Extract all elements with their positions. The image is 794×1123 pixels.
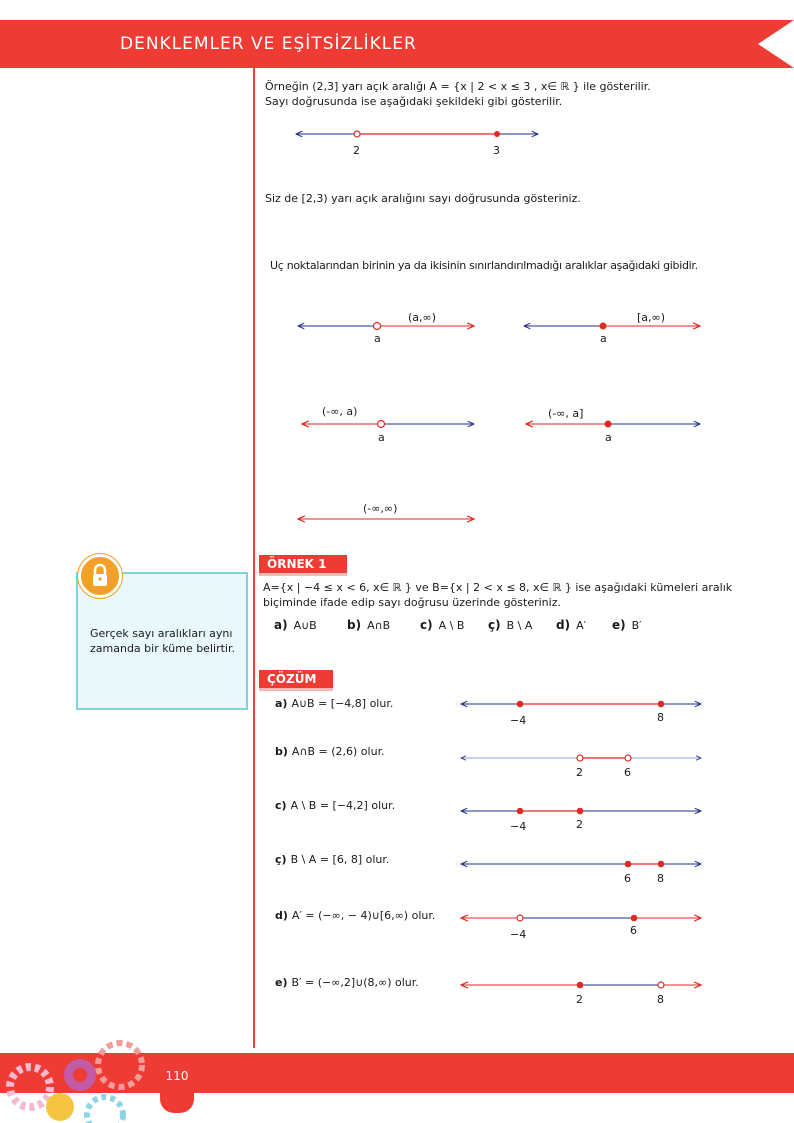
closed-point (577, 808, 584, 815)
closed-point (631, 915, 638, 922)
solution-line-d (461, 915, 701, 941)
closed-point (605, 421, 612, 428)
point-label: a (605, 431, 612, 444)
point-label: 3 (493, 144, 500, 157)
point-label: 2 (576, 993, 583, 1006)
closed-point (577, 982, 584, 989)
info-note-text: Gerçek sayı aralıkları aynı zamanda bir küme belirtir. (90, 627, 235, 655)
option-c: c) A \ B (420, 618, 465, 632)
closed-point (517, 808, 524, 815)
unbounded-line-all-reals (298, 502, 474, 519)
solution-line-b (461, 755, 701, 779)
closed-point (658, 701, 665, 708)
gear-decoration-icon (0, 1035, 160, 1123)
solution-a: a) A∪B = [−4,8] olur. (275, 697, 394, 710)
option-c-cedilla: ç) B \ A (488, 618, 533, 632)
point-label: a (600, 332, 607, 345)
chapter-title: DENKLEMLER VE EŞİTSİZLİKLER (120, 34, 417, 54)
closed-point (625, 861, 632, 868)
point-label: 2 (576, 766, 583, 779)
unbounded-intro: Uç noktalarından birinin ya da ikisinin sınırlandırılmadığı aralıklar aşağıdaki gibidir. (270, 259, 698, 272)
task-text: Siz de [2,3) yarı açık aralığını sayı doğrusunda gösteriniz. (265, 192, 581, 205)
interval-label: (-∞, a] (548, 407, 584, 420)
open-point (517, 915, 523, 921)
unbounded-line-open-right (298, 311, 474, 345)
open-point (374, 323, 381, 330)
intro-line-1: Örneğin (2,3] yarı açık aralığı A = {x | 2 < x ≤ 3 , x∈ ℝ } ile gösterilir. (265, 80, 651, 93)
point-label: −4 (510, 928, 527, 941)
solution-line-c-cedilla (461, 861, 701, 885)
option-e: e) B′ (612, 618, 642, 632)
interval-label: (a,∞) (408, 311, 436, 324)
example-line-1: A={x | −4 ≤ x < 6, x∈ ℝ } ve B={x | 2 < x ≤ 8, x∈ ℝ } ise aşağıdaki kümeleri aralık (263, 581, 733, 594)
point-label: 8 (657, 993, 664, 1006)
interval-label: (-∞,∞) (363, 502, 398, 515)
lock-icon (78, 554, 122, 598)
solution-line-a (461, 701, 701, 727)
unbounded-line-closed-right (524, 311, 700, 345)
solution-c: c) A \ B = [−4,2] olur. (275, 799, 396, 812)
open-point (625, 755, 631, 761)
open-point (354, 131, 360, 137)
open-point (658, 982, 664, 988)
solution-e: e) B′ = (−∞,2]∪(8,∞) olur. (275, 976, 419, 989)
intro-line-2: Sayı doğrusunda ise aşağıdaki şekildeki gibi gösterilir. (265, 95, 563, 108)
point-label: 2 (576, 818, 583, 831)
closed-point (494, 131, 500, 137)
closed-point (517, 701, 524, 708)
point-label: a (378, 431, 385, 444)
option-b: b) A∩B (347, 618, 391, 632)
solution-d: d) A′ = (−∞, − 4)∪[6,∞) olur. (275, 909, 436, 922)
closed-point (600, 323, 607, 330)
solution-line-e (461, 982, 701, 1006)
point-label: a (374, 332, 381, 345)
open-point (577, 755, 583, 761)
example-line-2: biçiminde ifade edip sayı doğrusu üzerinde gösteriniz. (263, 596, 561, 609)
unbounded-line-open-left (302, 405, 474, 444)
option-a: a) A∪B (274, 618, 317, 632)
interval-label: [a,∞) (637, 311, 665, 324)
example-number-line (296, 131, 538, 157)
point-label: −4 (510, 714, 527, 727)
point-label: 8 (657, 711, 664, 724)
point-label: 2 (353, 144, 360, 157)
unbounded-line-closed-left (526, 407, 700, 444)
solution-b: b) A∩B = (2,6) olur. (275, 745, 385, 758)
point-label: 6 (630, 924, 637, 937)
solution-tab: ÇÖZÜM (259, 670, 333, 691)
point-label: 6 (624, 872, 631, 885)
point-label: 8 (657, 872, 664, 885)
open-point (378, 421, 385, 428)
page-number: 110 (160, 1053, 194, 1113)
solution-line-c (461, 808, 701, 833)
closed-point (658, 861, 665, 868)
option-d: d) A′ (556, 618, 587, 632)
point-label: 6 (624, 766, 631, 779)
solution-c-cedilla: ç) B \ A = [6, 8] olur. (275, 853, 390, 866)
interval-label: (-∞, a) (322, 405, 358, 418)
point-label: −4 (510, 820, 527, 833)
example-tab: ÖRNEK 1 (259, 555, 347, 576)
